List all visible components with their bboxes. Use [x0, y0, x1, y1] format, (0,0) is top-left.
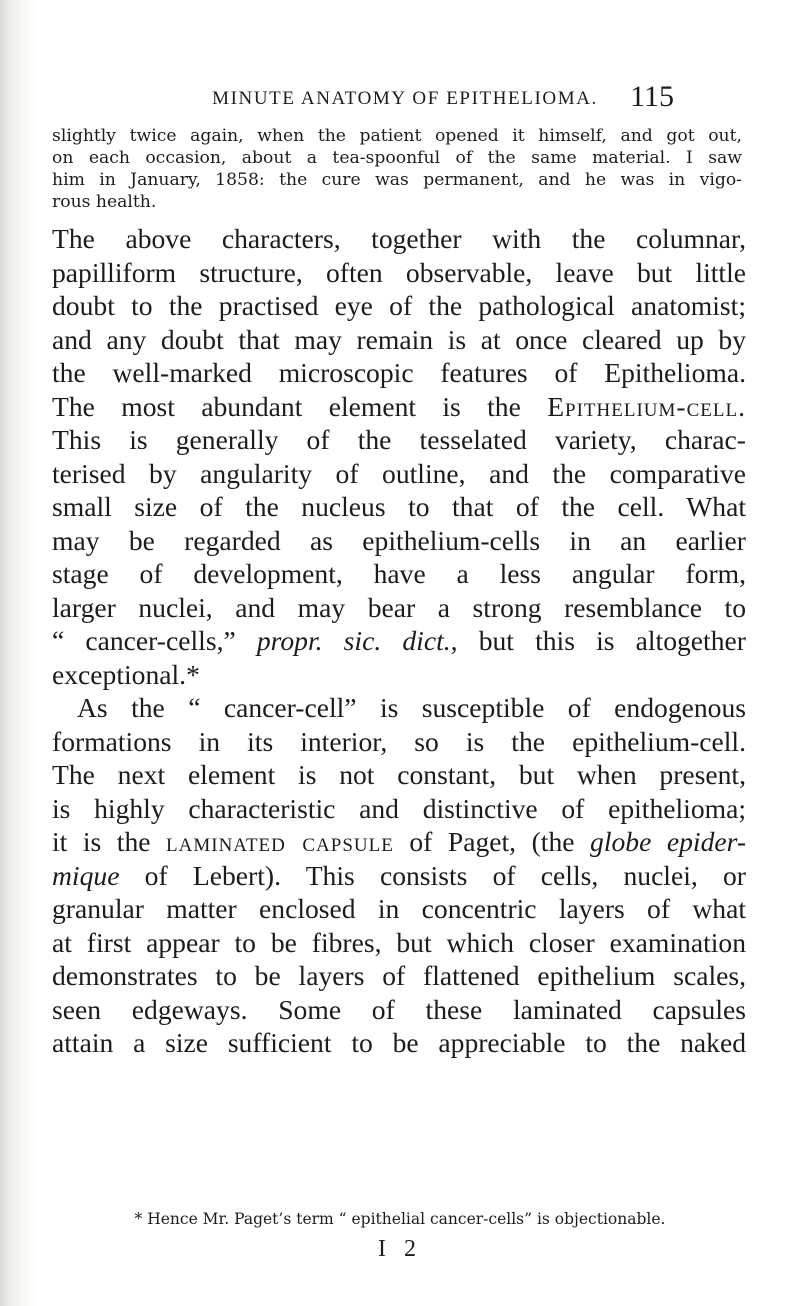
- term-laminated-capsule: laminated capsule: [166, 826, 394, 857]
- text-line: [52, 825, 746, 859]
- text-line: granular matter enclosed in concentric layers of what: [52, 893, 746, 924]
- text-run: of Lebert). This consists of cells, nuclei, or: [144, 859, 746, 891]
- page-number: 115: [630, 80, 674, 113]
- text-line: may be regarded as epithelium-cells in an earlier: [52, 524, 746, 556]
- text-line: The next element is not constant, but when present,: [52, 759, 746, 790]
- italic-latin: propr. sic. dict.,: [256, 625, 458, 656]
- signature-mark: I 2: [378, 1236, 422, 1262]
- text-line: small size of the nucleus to that of the cell. What: [52, 491, 746, 522]
- text-run: it is the: [52, 826, 151, 857]
- text-line: slightly twice again, when the patient opened it himself, and got out,: [52, 126, 742, 146]
- text-line: rous health.: [52, 192, 157, 212]
- text-line: [52, 390, 746, 424]
- text-run: “ cancer-cells,”: [52, 625, 236, 656]
- text-line: [52, 859, 746, 893]
- text-run: but this is altogether: [478, 625, 746, 656]
- text-line: on each occasion, about a tea-spoonful of the same material. I saw: [52, 148, 742, 168]
- text-line: doubt to the practised eye of the pathological anatomist;: [52, 290, 746, 321]
- text-line: larger nuclei, and may bear a strong resemblance to: [52, 591, 746, 623]
- text-run: The most abundant element is the: [52, 390, 521, 422]
- page-header: [140, 80, 674, 113]
- italic-french: globe epider-: [590, 826, 747, 857]
- text-line: exceptional.*: [52, 658, 200, 690]
- text-run: of Paget, (the: [409, 826, 575, 857]
- footnote: * Hence Mr. Paget’s term “ epithelial cancer-cells” is objectionable.: [134, 1210, 666, 1228]
- term-epithelium-cell: Epithelium-cell.: [547, 390, 746, 422]
- text-line: the well-marked microscopic features of Epithelioma.: [52, 357, 746, 388]
- text-line: and any doubt that may remain is at once cleared up by: [52, 323, 746, 355]
- text-line: The above characters, together with the columnar,: [52, 223, 746, 254]
- text-line: demonstrates to be layers of flattened epithelium scales,: [52, 960, 746, 991]
- text-line: This is generally of the tesselated variety, charac-: [52, 424, 746, 455]
- text-line: formations in its interior, so is the epithelium-cell.: [52, 725, 746, 757]
- text-line: stage of development, have a less angular form,: [52, 558, 746, 589]
- text-line: papilliform structure, often observable, leave but little: [52, 256, 746, 288]
- text-line: [52, 624, 746, 658]
- text-line: terised by angularity of outline, and the comparative: [52, 457, 746, 489]
- text-line: attain a size sufficient to be appreciable to the naked: [52, 1027, 746, 1058]
- italic-french: mique: [52, 859, 120, 891]
- main-text: [52, 222, 746, 1060]
- text-line: is highly characteristic and distinctive of epithelioma;: [52, 792, 746, 824]
- text-line: As the “ cancer-cell” is susceptible of endogenous: [77, 692, 746, 723]
- text-line: him in January, 1858: the cure was permanent, and he was in vigo-: [52, 170, 742, 190]
- running-head: MINUTE ANATOMY OF EPITHELIOMA.: [212, 88, 598, 109]
- text-line: seen edgeways. Some of these laminated capsules: [52, 993, 746, 1025]
- text-line: at first appear to be fibres, but which closer examination: [52, 926, 746, 958]
- continued-paragraph: [52, 125, 742, 213]
